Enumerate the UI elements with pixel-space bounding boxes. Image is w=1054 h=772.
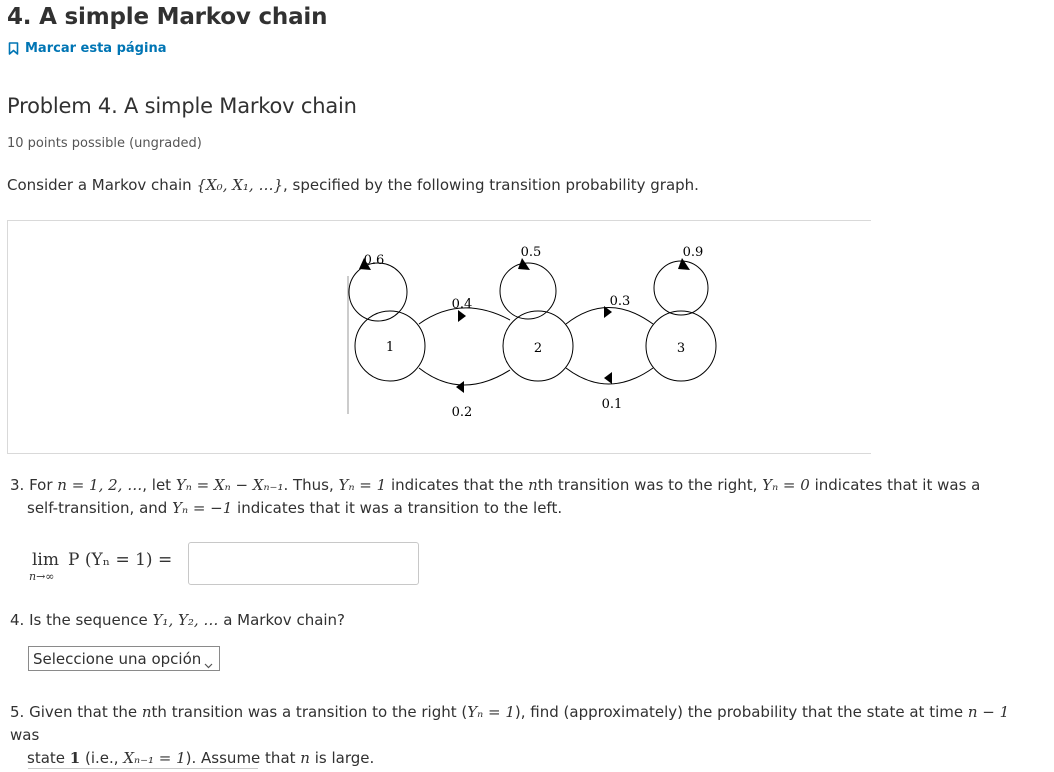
- answer-input[interactable]: [188, 542, 419, 585]
- limit-subscript: n→∞: [29, 570, 55, 583]
- arrow-3-2: [604, 372, 612, 384]
- problem-title: Problem 4. A simple Markov chain: [7, 94, 357, 118]
- loop-3-prob: 0.9: [682, 245, 704, 260]
- edge-2-1-prob: 0.2: [451, 405, 473, 420]
- unit-title: 4. A simple Markov chain: [7, 4, 328, 30]
- bookmark-label: Marcar esta página: [25, 41, 167, 56]
- select-value: Seleccione una opción: [33, 649, 202, 668]
- question-5: 5. Given that the nth transition was a transition to the right (Yₙ = 1), find (approximately) the probability that the state at time n − 1 was state 1 (i.e., Xₙ₋₁ = 1). Assume that n is large.: [10, 703, 1010, 767]
- points-info: 10 points possible (ungraded): [7, 136, 202, 151]
- intro-math: {X₀, X₁, …}: [196, 176, 283, 194]
- intro-text: Consider a Markov chain {X₀, X₁, …}, specified by the following transition probability graph.: [7, 176, 699, 194]
- limit-expr: P (Yₙ = 1) =: [68, 550, 173, 570]
- loop-1-prob: 0.6: [363, 253, 385, 268]
- markov-chain-select[interactable]: [28, 646, 220, 671]
- bookmark-button[interactable]: [8, 41, 166, 56]
- limit-expression: [28, 543, 188, 583]
- edge-3-2-prob: 0.1: [601, 397, 623, 412]
- limit-lim: lim: [32, 550, 59, 570]
- bookmark-icon: [8, 42, 19, 55]
- self-loop-1: [349, 263, 407, 321]
- edge-2-3: [566, 308, 653, 325]
- arrow-2-1: [456, 381, 464, 393]
- edge-2-1: [419, 368, 510, 385]
- edge-1-2-prob: 0.4: [451, 297, 473, 312]
- question-4: 4. Is the sequence Y₁, Y₂, … a Markov chain?: [10, 611, 346, 629]
- transition-graph: [340, 236, 720, 426]
- self-loop-2: [500, 263, 556, 319]
- state-1-label: 1: [385, 340, 395, 355]
- question-3: 3. For n = 1, 2, …, let Yₙ = Xₙ − Xₙ₋₁. Thus, Yₙ = 1 indicates that the nth transition was to the right, Yₙ = 0 indicates that it was a self-transition, and Yₙ = −1 indicates that it was a transition to the left.: [10, 476, 981, 517]
- state-3-label: 3: [676, 341, 686, 356]
- loop-2-prob: 0.5: [520, 245, 542, 260]
- state-2-label: 2: [533, 341, 543, 356]
- chevron-down-icon: [204, 655, 213, 673]
- answer-input-q5[interactable]: [28, 768, 258, 772]
- edge-2-3-prob: 0.3: [609, 294, 631, 309]
